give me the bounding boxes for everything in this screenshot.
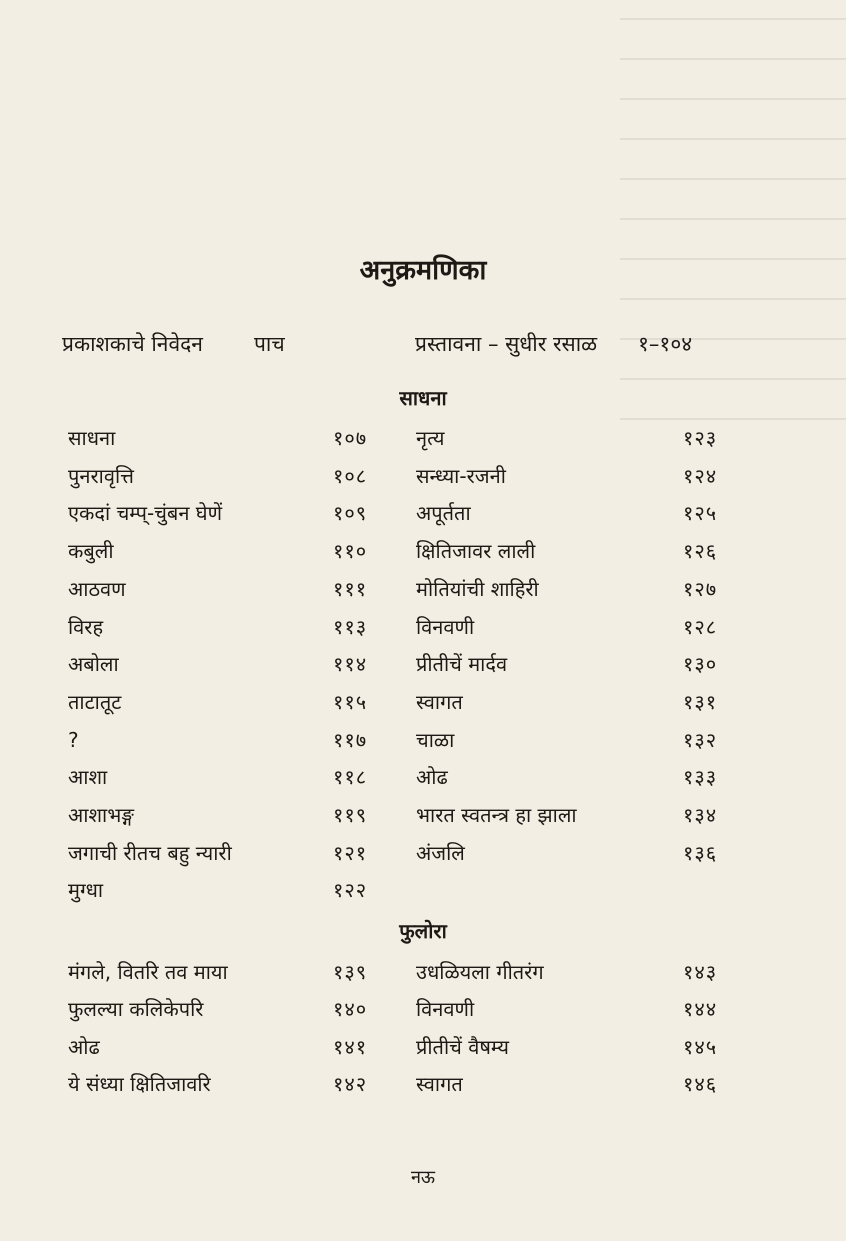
- toc-entry-page: ११४: [333, 652, 368, 676]
- preface-label: प्रकाशकाचे निवेदन: [62, 332, 203, 356]
- toc-entry-page: १४६: [683, 1072, 718, 1096]
- preface-page: पाच: [254, 332, 285, 356]
- toc-entry-page: १२८: [683, 615, 718, 639]
- foreword-pages: १–१०४: [638, 332, 693, 356]
- toc-entry-title: ओढ: [416, 765, 448, 789]
- toc-entry-page: १२६: [683, 539, 718, 563]
- toc-entry-title: जगाची रीतच बहु न्यारी: [68, 841, 232, 865]
- toc-entry-page: १०९: [333, 501, 368, 525]
- toc-entry-page: १३०: [683, 652, 718, 676]
- toc-entry-title: स्वागत: [416, 690, 463, 714]
- toc-entry-title: अबोला: [68, 652, 119, 676]
- toc-entry-title: विनवणी: [416, 997, 475, 1021]
- toc-entry-title: अपूर्तता: [416, 501, 471, 525]
- toc-entry-page: १४१: [333, 1035, 368, 1059]
- toc-entry-page: १४५: [683, 1035, 718, 1059]
- toc-entry-title: मोतियांची शाहिरी: [416, 577, 539, 601]
- page-title: अनुक्रमणिका: [359, 255, 487, 286]
- toc-entry-title: क्षितिजावर लाली: [416, 539, 536, 563]
- toc-entry-title: साधना: [68, 426, 116, 450]
- toc-entry-page: १४३: [683, 960, 718, 984]
- toc-entry-title: ?: [68, 728, 79, 752]
- toc-entry-page: ११०: [333, 539, 368, 563]
- toc-entry-title: एकदां चम्प्-चुंबन घेणें: [68, 501, 223, 525]
- toc-entry-title: आशा: [68, 765, 108, 789]
- page-number-footer: नऊ: [410, 1167, 436, 1188]
- toc-entry-title: विरह: [68, 615, 104, 639]
- toc-entry-page: १२४: [683, 464, 718, 488]
- toc-entry-title: मंगले, वितरि तव माया: [68, 960, 228, 984]
- foreword-label: प्रस्तावना – सुधीर रसाळ: [415, 332, 598, 356]
- toc-entry-title: कबुली: [68, 539, 114, 563]
- toc-entry-title: ताटातूट: [68, 690, 122, 714]
- toc-entry-title: अंजलि: [416, 841, 465, 865]
- toc-entry-page: ११८: [333, 765, 368, 789]
- toc-entry-title: उधळियला गीतरंग: [416, 960, 544, 984]
- toc-entry-title: ओढ: [68, 1035, 100, 1059]
- toc-entry-page: १४२: [333, 1072, 368, 1096]
- toc-entry-page: ११७: [333, 728, 368, 752]
- toc-entry-page: १३१: [683, 690, 718, 714]
- toc-entry-title: स्वागत: [416, 1072, 463, 1096]
- toc-entry-title: ये संध्या क्षितिजावरि: [68, 1072, 211, 1096]
- toc-entry-title: चाळा: [416, 728, 455, 752]
- toc-entry-title: आठवण: [68, 577, 126, 601]
- toc-entry-page: १०८: [333, 464, 368, 488]
- toc-entry-page: १३४: [683, 803, 718, 827]
- toc-entry-page: १२१: [333, 841, 368, 865]
- toc-entry-page: ११९: [333, 803, 368, 827]
- toc-entry-page: १३९: [333, 960, 368, 984]
- toc-entry-page: ११३: [333, 615, 368, 639]
- toc-entry-page: १३३: [683, 765, 718, 789]
- toc-entry-page: १२७: [683, 577, 718, 601]
- toc-entry-title: भारत स्वतन्त्र हा झाला: [416, 803, 577, 827]
- toc-entry-page: १११: [333, 577, 368, 601]
- toc-entry-page: १४०: [333, 997, 368, 1021]
- toc-entry-page: १२३: [683, 426, 718, 450]
- toc-entry-title: आशाभङ्ग: [68, 803, 134, 827]
- toc-entry-page: १२२: [333, 878, 368, 902]
- section-heading: साधना: [399, 386, 447, 410]
- section-heading: फुलोरा: [399, 919, 447, 943]
- toc-entry-page: १४४: [683, 997, 718, 1021]
- toc-entry-page: ११५: [333, 690, 368, 714]
- toc-entry-page: १०७: [333, 426, 368, 450]
- toc-entry-title: पुनरावृत्ति: [68, 464, 134, 488]
- toc-entry-title: विनवणी: [416, 615, 475, 639]
- toc-entry-title: फुलल्या कलिकेपरि: [68, 997, 204, 1021]
- toc-entry-page: १२५: [683, 501, 718, 525]
- toc-entry-title: मुग्धा: [68, 878, 104, 902]
- toc-entry-title: सन्ध्या-रजनी: [416, 464, 506, 488]
- toc-entry-title: नृत्य: [416, 426, 445, 450]
- toc-entry-title: प्रीतीचें वैषम्य: [416, 1035, 509, 1059]
- toc-entry-page: १३२: [683, 728, 718, 752]
- toc-entry-title: प्रीतीचें मार्दव: [416, 652, 508, 676]
- toc-entry-page: १३६: [683, 841, 718, 865]
